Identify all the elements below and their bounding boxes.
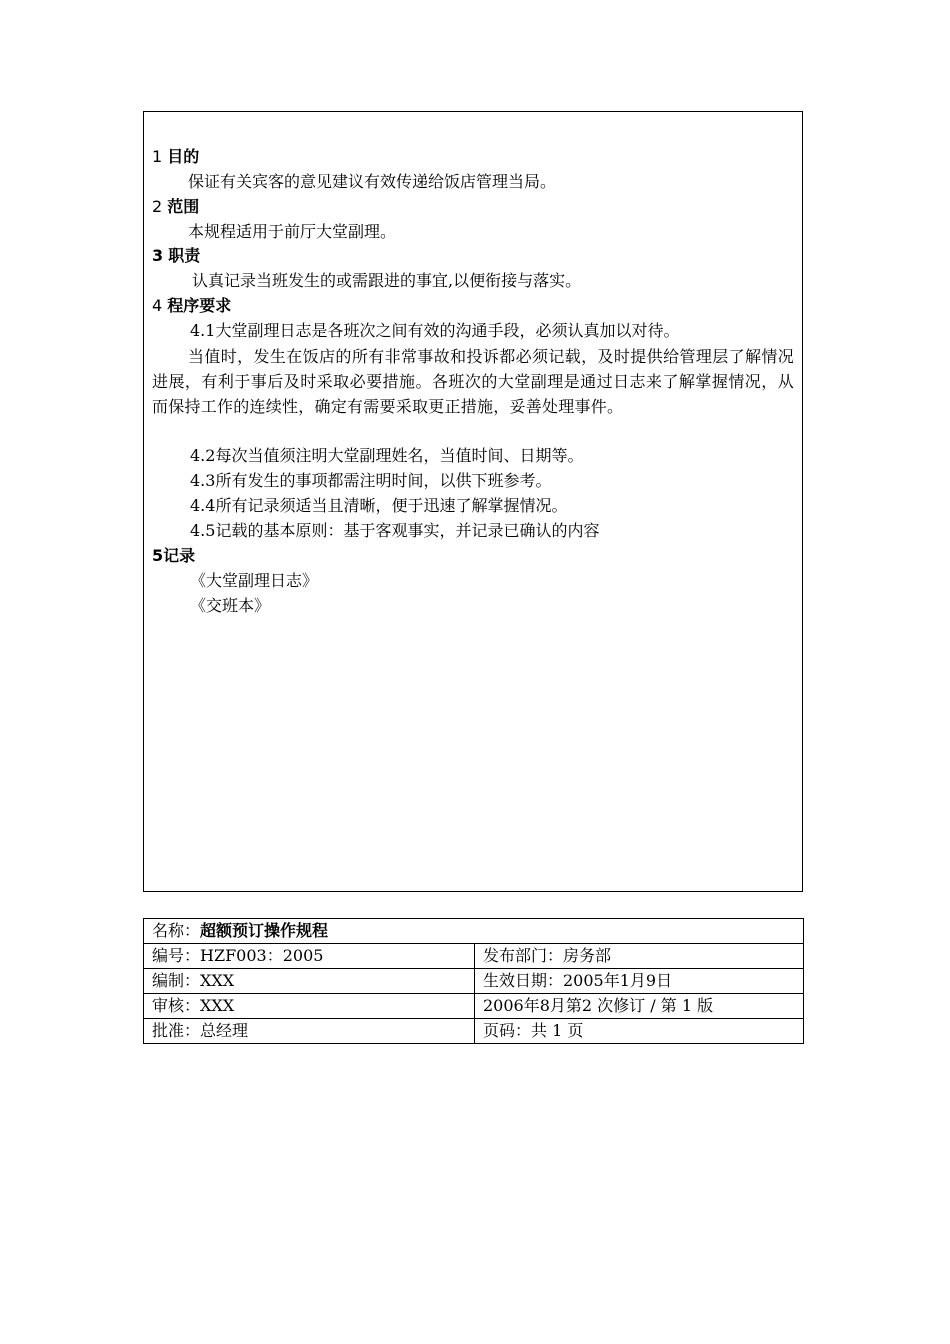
procedure-paragraph: 当值时，发生在饭店的所有非常事故和投诉都必须记载，及时提供给管理层了解情况进展，有利于事后及时采取必要措施。各班次的大堂副理是通过日志来了解掌握情况，从而保持工作的连续性，确定有需要采取更正措施，妥善处理事件。 xyxy=(152,347,794,416)
section-number: 3 xyxy=(152,246,164,265)
table-row xyxy=(144,994,804,1019)
section-title: 目的 xyxy=(167,147,200,166)
section-4-heading xyxy=(152,294,231,318)
section-1-heading xyxy=(152,145,199,169)
procedure-item-4-5: 4.5记载的基本原则：基于客观事实，并记录已确认的内容 xyxy=(190,521,600,540)
section-3-heading xyxy=(152,244,200,268)
procedure-item-4-3: 4.3所有发生的事项都需注明时间，以供下班参考。 xyxy=(190,471,552,490)
section-2-heading xyxy=(152,195,199,219)
section-3-text: 认真记录当班发生的或需跟进的事宜,以便衔接与落实。 xyxy=(192,271,582,290)
revision-cell: 2006年8月第2 次修订 / 第 1 版 xyxy=(475,994,804,1019)
section-number: 4 xyxy=(152,296,163,315)
name-label: 名称： xyxy=(152,921,201,940)
section-title: 范围 xyxy=(167,197,200,216)
department-cell: 发布部门：房务部 xyxy=(475,944,804,969)
section-number: 1 xyxy=(152,147,163,166)
procedure-item-4-2: 4.2每次当值须注明大堂副理姓名，当值时间、日期等。 xyxy=(190,446,584,465)
section-title: 职责 xyxy=(168,246,201,265)
section-5-heading xyxy=(152,544,195,568)
section-1-text: 保证有关宾客的意见建议有效传递给饭店管理当局。 xyxy=(188,172,557,191)
record-item: 《大堂副理日志》 xyxy=(190,571,319,590)
section-number: 2 xyxy=(152,197,163,216)
table-row xyxy=(144,1019,804,1044)
code-cell: 编号：HZF003：2005 xyxy=(144,944,475,969)
procedure-item-4-4: 4.4所有记录须适当且清晰，便于迅速了解掌握情况。 xyxy=(190,496,568,515)
pages-cell: 页码：共 1 页 xyxy=(475,1019,804,1044)
approver-cell: 批准：总经理 xyxy=(144,1019,475,1044)
section-title: 记录 xyxy=(163,546,196,565)
section-2-text: 本规程适用于前厅大堂副理。 xyxy=(188,222,397,241)
record-item: 《交班本》 xyxy=(190,596,271,615)
effective-date-cell: 生效日期：2005年1月9日 xyxy=(475,969,804,994)
name-cell xyxy=(144,919,804,944)
procedure-item-4-1: 4.1大堂副理日志是各班次之间有效的沟通手段，必须认真加以对待。 xyxy=(190,321,680,340)
table-row xyxy=(144,969,804,994)
reviewer-cell: 审核：XXX xyxy=(144,994,475,1019)
section-number: 5 xyxy=(152,546,164,565)
document-info-table xyxy=(143,918,804,1044)
editor-cell: 编制：XXX xyxy=(144,969,475,994)
section-title: 程序要求 xyxy=(167,296,232,315)
table-row xyxy=(144,919,804,944)
table-row xyxy=(144,944,804,969)
document-name: 超额预订操作规程 xyxy=(200,921,329,940)
